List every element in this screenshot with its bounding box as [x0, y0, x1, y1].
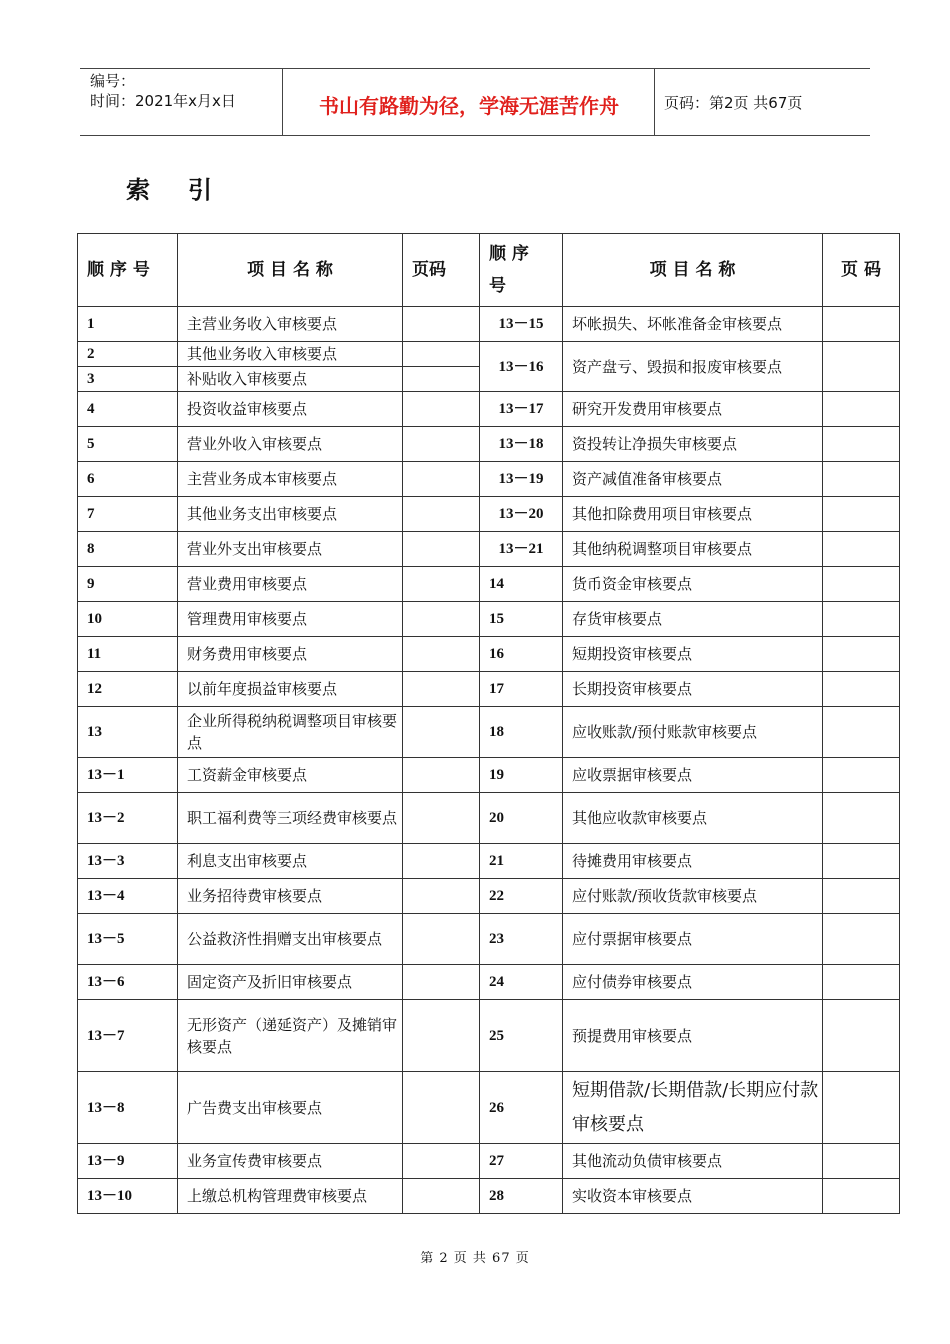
row-seq: 11 [78, 637, 178, 672]
header-name: 项 目 名 称 [178, 234, 403, 307]
row-seq: 2 [78, 342, 178, 367]
page-header [80, 68, 870, 136]
row-item-name: 营业外收入审核要点 [178, 427, 403, 462]
row-seq: 22 [480, 879, 563, 914]
row-seq: 7 [78, 497, 178, 532]
table-row [78, 1179, 900, 1214]
row-page-cell [823, 1000, 900, 1072]
row-seq: 23 [480, 914, 563, 965]
row-item-name: 业务宣传费审核要点 [178, 1144, 403, 1179]
row-item-name: 存货审核要点 [563, 602, 823, 637]
row-page-cell [403, 672, 480, 707]
row-page-cell [823, 342, 900, 392]
row-seq: 13－16 [480, 342, 563, 392]
row-page-cell [823, 672, 900, 707]
row-seq: 13－9 [78, 1144, 178, 1179]
row-page-cell [403, 965, 480, 1000]
row-item-name: 利息支出审核要点 [178, 844, 403, 879]
row-page-cell [823, 965, 900, 1000]
row-item-name: 短期借款/长期借款/长期应付款审核要点 [563, 1072, 823, 1144]
row-item-name: 货币资金审核要点 [563, 567, 823, 602]
row-item-name: 资产盘亏、毁损和报废审核要点 [563, 342, 823, 392]
row-seq: 3 [78, 367, 178, 392]
row-item-name: 以前年度损益审核要点 [178, 672, 403, 707]
header-seq-right-bottom: 号 [489, 276, 506, 296]
header-top-rule [80, 68, 870, 69]
row-item-name: 资投转让净损失审核要点 [563, 427, 823, 462]
row-seq: 13－2 [78, 793, 178, 844]
row-item-name: 长期投资审核要点 [563, 672, 823, 707]
row-page-cell [823, 1072, 900, 1144]
row-seq: 18 [480, 707, 563, 758]
row-seq: 13－7 [78, 1000, 178, 1072]
row-page-cell [403, 497, 480, 532]
table-row [78, 758, 900, 793]
row-item-name: 其他业务收入审核要点 [178, 342, 403, 367]
table-row [78, 602, 900, 637]
row-seq: 10 [78, 602, 178, 637]
table-row [78, 965, 900, 1000]
row-seq: 8 [78, 532, 178, 567]
row-item-name: 广告费支出审核要点 [178, 1072, 403, 1144]
header-seq: 顺 序 号 [78, 234, 178, 307]
header-page-info: 页码：第2页 共67页 [664, 94, 803, 112]
row-seq: 26 [480, 1072, 563, 1144]
row-item-name: 应付债券审核要点 [563, 965, 823, 1000]
row-page-cell [403, 427, 480, 462]
row-item-name: 主营业务收入审核要点 [178, 307, 403, 342]
row-item-name: 其他流动负债审核要点 [563, 1144, 823, 1179]
row-page-cell [403, 602, 480, 637]
row-page-cell [823, 307, 900, 342]
row-item-name: 职工福利费等三项经费审核要点 [178, 793, 403, 844]
row-page-cell [403, 1072, 480, 1144]
row-page-cell [403, 793, 480, 844]
row-seq: 20 [480, 793, 563, 844]
table-row [78, 707, 900, 758]
row-item-name: 企业所得税纳税调整项目审核要点 [178, 707, 403, 758]
row-page-cell [403, 914, 480, 965]
row-item-name: 固定资产及折旧审核要点 [178, 965, 403, 1000]
row-seq: 25 [480, 1000, 563, 1072]
row-page-cell [403, 879, 480, 914]
table-row [78, 1144, 900, 1179]
row-seq: 13－5 [78, 914, 178, 965]
row-seq: 19 [480, 758, 563, 793]
row-page-cell [823, 879, 900, 914]
row-item-name: 上缴总机构管理费审核要点 [178, 1179, 403, 1214]
row-seq: 13－18 [480, 427, 563, 462]
row-item-name: 公益救济性捐赠支出审核要点 [178, 914, 403, 965]
row-item-name: 研究开发费用审核要点 [563, 392, 823, 427]
row-seq: 13－1 [78, 758, 178, 793]
row-item-name: 营业外支出审核要点 [178, 532, 403, 567]
header-name-right: 项 目 名 称 [563, 234, 823, 307]
row-item-name: 预提费用审核要点 [563, 1000, 823, 1072]
row-page-cell [403, 1000, 480, 1072]
table-row [78, 497, 900, 532]
row-seq: 9 [78, 567, 178, 602]
row-seq: 13－20 [480, 497, 563, 532]
row-item-name: 补贴收入审核要点 [178, 367, 403, 392]
row-page-cell [403, 844, 480, 879]
row-item-name: 营业费用审核要点 [178, 567, 403, 602]
row-item-name: 其他应收款审核要点 [563, 793, 823, 844]
row-seq: 28 [480, 1179, 563, 1214]
table-row [78, 844, 900, 879]
header-meta [90, 71, 236, 111]
row-item-name: 工资薪金审核要点 [178, 758, 403, 793]
row-seq: 6 [78, 462, 178, 497]
row-page-cell [403, 462, 480, 497]
table-row [78, 672, 900, 707]
number-label: 编号： [90, 72, 136, 90]
row-seq: 17 [480, 672, 563, 707]
row-page-cell [403, 637, 480, 672]
row-seq: 21 [480, 844, 563, 879]
table-row [78, 342, 900, 367]
row-page-cell [403, 1179, 480, 1214]
row-item-name: 坏帐损失、坏帐准备金审核要点 [563, 307, 823, 342]
table-row [78, 879, 900, 914]
row-seq: 4 [78, 392, 178, 427]
row-seq: 27 [480, 1144, 563, 1179]
table-header-row [78, 234, 900, 307]
header-page: 页码 [403, 234, 480, 307]
row-seq: 13－3 [78, 844, 178, 879]
row-item-name: 资产减值准备审核要点 [563, 462, 823, 497]
row-seq: 13 [78, 707, 178, 758]
row-page-cell [823, 602, 900, 637]
row-seq: 13－4 [78, 879, 178, 914]
row-item-name: 其他纳税调整项目审核要点 [563, 532, 823, 567]
row-seq: 1 [78, 307, 178, 342]
row-seq: 13－17 [480, 392, 563, 427]
row-item-name: 主营业务成本审核要点 [178, 462, 403, 497]
row-item-name: 业务招待费审核要点 [178, 879, 403, 914]
header-bottom-rule [80, 135, 870, 136]
row-page-cell [823, 1179, 900, 1214]
row-page-cell [823, 637, 900, 672]
row-page-cell [823, 707, 900, 758]
table-row [78, 462, 900, 497]
row-page-cell [823, 844, 900, 879]
table-row [78, 1000, 900, 1072]
row-page-cell [823, 567, 900, 602]
page-footer: 第 2 页 共 67 页 [420, 1251, 530, 1266]
index-table [77, 233, 900, 1214]
table-row [78, 793, 900, 844]
row-page-cell [403, 392, 480, 427]
row-page-cell [823, 427, 900, 462]
row-seq: 15 [480, 602, 563, 637]
table-row [78, 532, 900, 567]
row-seq: 13－19 [480, 462, 563, 497]
row-seq: 13－8 [78, 1072, 178, 1144]
header-seq-right-top: 顺 序 [489, 244, 529, 264]
row-item-name: 其他扣除费用项目审核要点 [563, 497, 823, 532]
row-page-cell [823, 497, 900, 532]
row-seq: 13－15 [480, 307, 563, 342]
table-row [78, 637, 900, 672]
row-seq: 13－21 [480, 532, 563, 567]
row-seq: 13－6 [78, 965, 178, 1000]
row-page-cell [403, 707, 480, 758]
row-item-name: 待摊费用审核要点 [563, 844, 823, 879]
table-row [78, 1072, 900, 1144]
table-row [78, 392, 900, 427]
row-page-cell [823, 793, 900, 844]
row-item-name: 短期投资审核要点 [563, 637, 823, 672]
row-seq: 5 [78, 427, 178, 462]
row-seq: 13－10 [78, 1179, 178, 1214]
row-seq: 24 [480, 965, 563, 1000]
row-page-cell [823, 914, 900, 965]
row-page-cell [823, 758, 900, 793]
page-title: 索引 [126, 175, 250, 204]
row-page-cell [403, 342, 480, 367]
row-item-name: 应收票据审核要点 [563, 758, 823, 793]
row-page-cell [823, 532, 900, 567]
row-page-cell [403, 1144, 480, 1179]
row-page-cell [403, 532, 480, 567]
table-row [78, 914, 900, 965]
row-page-cell [403, 367, 480, 392]
row-page-cell [823, 1144, 900, 1179]
row-item-name: 管理费用审核要点 [178, 602, 403, 637]
table-row [78, 427, 900, 462]
row-item-name: 应收账款/预付账款审核要点 [563, 707, 823, 758]
row-item-name: 其他业务支出审核要点 [178, 497, 403, 532]
row-item-name: 无形资产（递延资产）及摊销审核要点 [178, 1000, 403, 1072]
row-page-cell [403, 567, 480, 602]
row-item-name: 实收资本审核要点 [563, 1179, 823, 1214]
row-page-cell [403, 758, 480, 793]
table-row [78, 567, 900, 602]
row-page-cell [823, 392, 900, 427]
header-seq-right [480, 234, 563, 307]
header-motto: 书山有路勤为径，学海无涯苦作舟 [319, 94, 619, 118]
row-seq: 16 [480, 637, 563, 672]
row-item-name: 财务费用审核要点 [178, 637, 403, 672]
row-item-name: 投资收益审核要点 [178, 392, 403, 427]
row-page-cell [823, 462, 900, 497]
row-seq: 14 [480, 567, 563, 602]
time-label: 时间：2021年x月x日 [90, 92, 236, 110]
row-item-name: 应付票据审核要点 [563, 914, 823, 965]
table-row [78, 307, 900, 342]
row-seq: 12 [78, 672, 178, 707]
row-page-cell [403, 307, 480, 342]
header-page-right: 页 码 [823, 234, 900, 307]
row-item-name: 应付账款/预收货款审核要点 [563, 879, 823, 914]
